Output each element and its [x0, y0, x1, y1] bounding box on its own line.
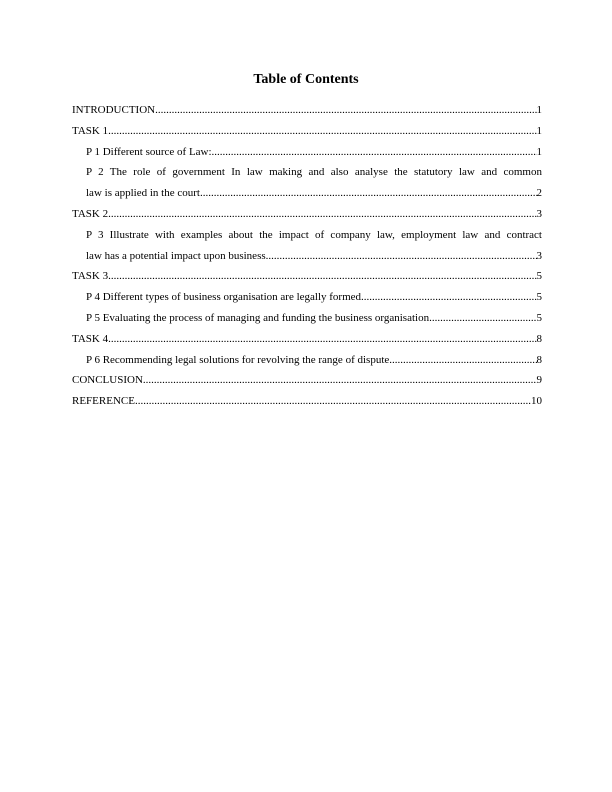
- dot-leader: [200, 183, 537, 204]
- dot-leader: [266, 246, 537, 267]
- toc-title: Table of Contents: [253, 72, 359, 87]
- toc-entry-label: law is applied in the court: [86, 187, 200, 200]
- toc-page-number: 3: [536, 249, 542, 262]
- toc-entry-p4[interactable]: [72, 287, 542, 308]
- dot-leader: [143, 370, 537, 391]
- dot-leader: [108, 204, 536, 225]
- toc-page-number: 1: [536, 145, 542, 158]
- toc-entry-label: REFERENCE: [72, 395, 135, 408]
- toc-entry-label-line: P 2 The role of government In law making and also analyse the statutory law and common: [86, 166, 542, 179]
- toc-entry-label: P 6 Recommending legal solutions for revolving the range of dispute: [86, 353, 390, 366]
- toc-entry-label: TASK 1: [72, 124, 109, 137]
- toc-entry-label: TASK 4: [72, 332, 109, 345]
- dot-leader: [135, 391, 531, 412]
- toc-entry-task-2[interactable]: [72, 204, 542, 225]
- dot-leader: [212, 142, 537, 163]
- dot-leader: [429, 308, 536, 329]
- toc-page-number: 2: [536, 187, 542, 200]
- toc-entry-label: TASK 3: [72, 270, 109, 283]
- toc-page-number: 1: [536, 104, 542, 116]
- toc-entry-task-1[interactable]: [72, 121, 542, 142]
- dot-leader: [108, 329, 536, 350]
- toc-entry-reference[interactable]: [72, 391, 542, 412]
- toc-page-number: 9: [536, 374, 542, 387]
- toc-page-number: 1: [536, 124, 542, 137]
- toc-entry-label: P 1 Different source of Law:: [86, 145, 212, 158]
- toc-entry-p6[interactable]: [72, 350, 542, 371]
- toc-entry-p1[interactable]: [72, 142, 542, 163]
- toc-entry-p2[interactable]: [72, 162, 542, 204]
- table-of-contents: [72, 100, 542, 412]
- toc-page-number: 3: [536, 207, 542, 220]
- toc-entry-label: law has a potential impact upon business: [86, 249, 266, 262]
- toc-entry-label: TASK 2: [72, 207, 109, 220]
- toc-entry-task-3[interactable]: [72, 266, 542, 287]
- toc-entry-introduction[interactable]: [72, 100, 542, 121]
- toc-page-number: 10: [531, 395, 542, 408]
- toc-page-number: 5: [536, 311, 542, 324]
- dot-leader: [155, 100, 536, 121]
- toc-page-number: 5: [536, 270, 542, 283]
- toc-page-number: 8: [536, 332, 542, 345]
- toc-entry-label: P 5 Evaluating the process of managing and funding the business organisation: [86, 311, 430, 324]
- toc-entry-p5[interactable]: [72, 308, 542, 329]
- toc-entry-label: INTRODUCTION: [72, 104, 156, 116]
- toc-entry-label: CONCLUSION: [72, 374, 143, 387]
- toc-page-number: 8: [536, 353, 542, 366]
- dot-leader: [108, 121, 536, 142]
- dot-leader: [108, 266, 536, 287]
- dot-leader: [361, 287, 536, 308]
- toc-entry-label: P 4 Different types of business organisation are legally formed: [86, 291, 362, 304]
- toc-page-number: 5: [536, 291, 542, 304]
- dot-leader: [389, 350, 536, 371]
- toc-entry-p3[interactable]: [72, 225, 542, 267]
- toc-entry-conclusion[interactable]: [72, 370, 542, 391]
- toc-entry-label-line: P 3 Illustrate with examples about the impact of company law, employment law and contract: [86, 228, 542, 241]
- toc-entry-task-4[interactable]: [72, 329, 542, 350]
